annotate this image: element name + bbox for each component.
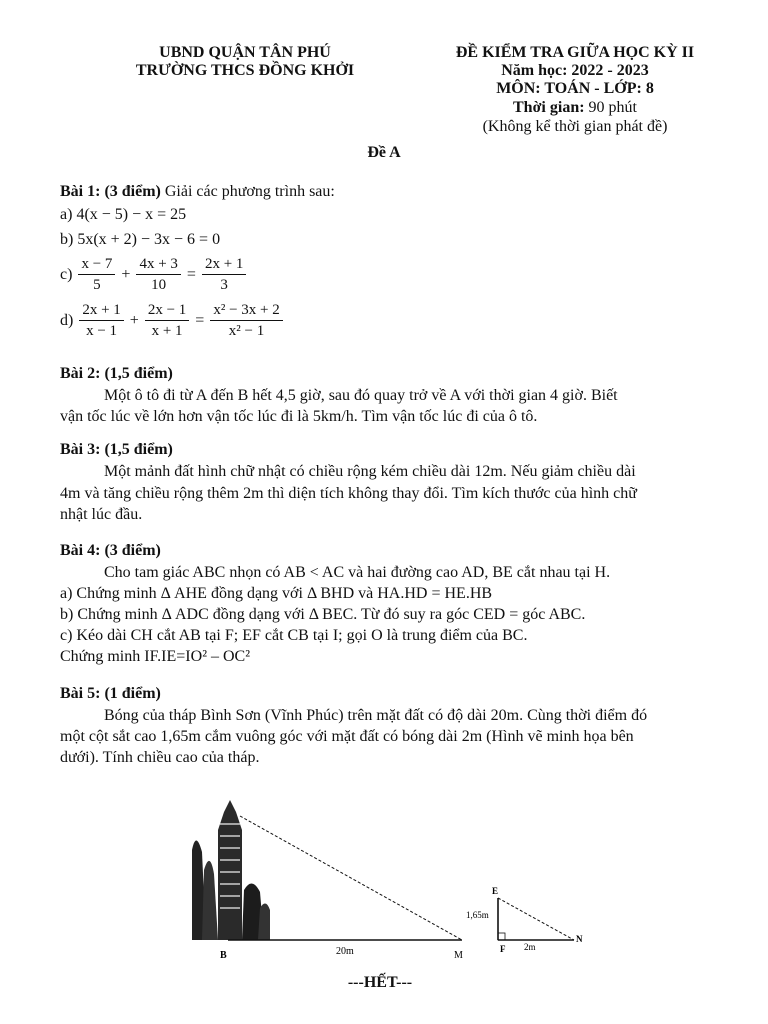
duration-value: 90 phút — [588, 99, 637, 116]
tower-photo — [188, 796, 270, 940]
label-2m: 2m — [524, 942, 536, 952]
school-year: Năm học: 2022 - 2023 — [501, 62, 649, 79]
bai2-line2: vận tốc lúc về lớn hơn vận tốc lúc đi là 5km/h. Tìm vận tốc lúc đi của ô tô. — [60, 408, 538, 425]
bai1-a-label: a) — [60, 206, 73, 223]
bai1-title: Bài 1: (3 điểm) — [60, 183, 161, 200]
duration-note: (Không kể thời gian phát đề) — [482, 118, 668, 135]
denominator: x − 1 — [86, 323, 118, 339]
bai5-line1: Bóng của tháp Bình Sơn (Vĩnh Phúc) trên mặt đất có độ dài 20m. Cùng thời điểm đó — [104, 707, 648, 724]
bai1-d — [60, 300, 283, 341]
fraction — [136, 254, 180, 295]
bai1-b-eq: 5x(x + 2) − 3x − 6 = 0 — [77, 231, 221, 248]
bai5-title: Bài 5: (1 điểm) — [60, 685, 161, 702]
duration — [400, 99, 750, 117]
fraction — [202, 254, 246, 295]
plus-sign: + — [129, 311, 139, 329]
denominator: 3 — [220, 277, 228, 293]
bai3-line1: Một mảnh đất hình chữ nhật có chiều rộng kém chiều dài 12m. Nếu giảm chiều dài — [104, 463, 636, 480]
label-20m: 20m — [336, 946, 354, 957]
label-M: M — [454, 950, 463, 960]
bai1-heading — [60, 180, 335, 204]
denominator: x + 1 — [151, 323, 183, 339]
numerator: x² − 3x + 2 — [210, 300, 282, 321]
bai1-b-label: b) — [60, 231, 74, 248]
bai2-line1: Một ô tô đi từ A đến B hết 4,5 giờ, sau đó quay trở về A với thời gian 4 giờ. Biết — [104, 387, 618, 404]
exam-code: Đề A — [367, 144, 401, 161]
numerator: 2x − 1 — [145, 300, 189, 321]
label-N: N — [576, 934, 583, 944]
fraction — [145, 300, 189, 341]
bai5-line2: một cột sắt cao 1,65m cắm vuông góc với mặt đất có bóng dài 2m (Hình vẽ minh họa bên — [60, 728, 634, 745]
denominator: 5 — [93, 277, 101, 293]
fraction — [78, 254, 115, 295]
bai4-line1: Cho tam giác ABC nhọn có AB < AC và hai đường cao AD, BE cắt nhau tại H. — [104, 564, 611, 581]
bai4-b: b) Chứng minh Δ ADC đồng dạng với Δ BEC. Từ đó suy ra góc CED = góc ABC. — [60, 606, 586, 623]
denominator: 10 — [151, 277, 167, 293]
denominator: x² − 1 — [228, 323, 265, 339]
exam-title: ĐỀ KIỂM TRA GIỮA HỌC KỲ II — [455, 44, 695, 61]
label-B: B — [220, 950, 227, 960]
bai1-c — [60, 254, 246, 295]
equals-sign: = — [195, 311, 205, 329]
numerator: 4x + 3 — [136, 254, 180, 275]
subject: MÔN: TOÁN - LỚP: 8 — [496, 80, 654, 97]
tower-shadow-figure — [180, 790, 600, 960]
bai1-a — [60, 203, 186, 227]
bai1-a-eq: 4(x − 5) − x = 25 — [76, 206, 187, 223]
school-district: UBND QUẬN TÂN PHÚ — [159, 44, 331, 61]
bai1-intro: Giải các phương trình sau: — [164, 183, 335, 200]
bai4-c2: Chứng minh IF.IE=IO² – OC² — [60, 648, 251, 665]
end-marker: ---HẾT--- — [347, 974, 413, 991]
numerator: x − 7 — [78, 254, 115, 275]
bai4-c: c) Kéo dài CH cắt AB tại F; EF cắt CB tại I; gọi O là trung điểm của BC. — [60, 627, 528, 644]
right-angle-mark — [498, 933, 505, 940]
equals-sign: = — [186, 265, 196, 283]
numerator: 2x + 1 — [202, 254, 246, 275]
bai1-c-label: c) — [60, 265, 73, 283]
label-E: E — [492, 886, 499, 896]
bai3-line3: nhật lúc đầu. — [60, 506, 143, 523]
plus-sign: + — [121, 265, 131, 283]
bai2-title: Bài 2: (1,5 điểm) — [60, 365, 173, 382]
school-name: TRƯỜNG THCS ĐỒNG KHỞI — [135, 62, 355, 79]
bai3-line2: 4m và tăng chiều rộng thêm 2m thì diện tích không thay đổi. Tìm kích thước của hình chữ — [60, 485, 637, 502]
bai1-d-label: d) — [60, 311, 74, 329]
label-165m: 1,65m — [466, 910, 489, 920]
fraction — [210, 300, 282, 341]
bai4-a: a) Chứng minh Δ AHE đồng dạng với Δ BHD và HA.HD = HE.HB — [60, 585, 493, 602]
bai1-b — [60, 228, 220, 252]
numerator: 2x + 1 — [79, 300, 123, 321]
bai4-title: Bài 4: (3 điểm) — [60, 542, 161, 559]
fraction — [79, 300, 123, 341]
label-F: F — [500, 944, 506, 954]
duration-label: Thời gian: — [513, 99, 585, 116]
bai3-title: Bài 3: (1,5 điểm) — [60, 441, 173, 458]
bai5-line3: dưới). Tính chiều cao của tháp. — [60, 749, 260, 766]
